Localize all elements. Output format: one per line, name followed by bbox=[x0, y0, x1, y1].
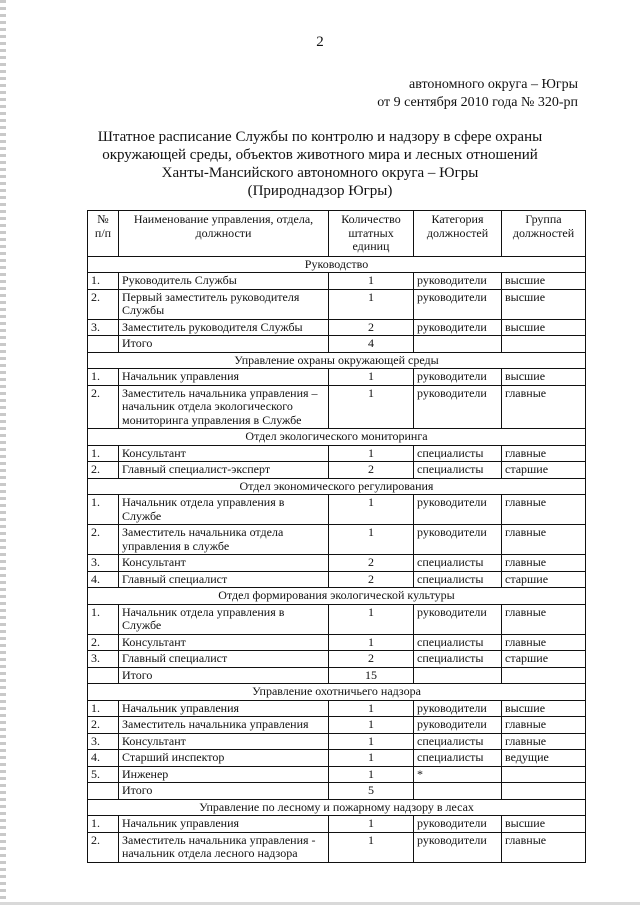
cell-name: Начальник управления bbox=[119, 700, 329, 717]
cell-category: руководители bbox=[414, 832, 502, 862]
section-title: Отдел экономического регулирования bbox=[88, 478, 586, 495]
title-line-4: (Природнадзор Югры) bbox=[247, 183, 393, 199]
section-row bbox=[88, 684, 586, 701]
header-category: Категория должностей bbox=[414, 211, 502, 257]
table-row bbox=[88, 571, 586, 588]
page-number: 2 bbox=[316, 34, 324, 50]
header-num: № п/п bbox=[88, 211, 119, 257]
section-row bbox=[88, 256, 586, 273]
cell-category: руководители bbox=[414, 604, 502, 634]
cell-name: Первый заместитель руководителя Службы bbox=[119, 289, 329, 319]
cell-qty: 2 bbox=[329, 319, 414, 336]
table-row bbox=[88, 717, 586, 734]
cell-qty: 5 bbox=[329, 783, 414, 800]
cell-qty: 1 bbox=[329, 750, 414, 767]
header-qty: Количество штатных единиц bbox=[329, 211, 414, 257]
cell-qty: 1 bbox=[329, 733, 414, 750]
cell-group: главные bbox=[502, 717, 586, 734]
table-row bbox=[88, 319, 586, 336]
cell-num: 3. bbox=[88, 319, 119, 336]
table-row bbox=[88, 700, 586, 717]
document-title bbox=[60, 128, 580, 200]
table-row bbox=[88, 816, 586, 833]
table-row bbox=[88, 783, 586, 800]
cell-num: 1. bbox=[88, 816, 119, 833]
cell-name: Заместитель начальника управления bbox=[119, 717, 329, 734]
cell-num: 2. bbox=[88, 525, 119, 555]
cell-qty: 1 bbox=[329, 604, 414, 634]
cell-category: * bbox=[414, 766, 502, 783]
cell-num: 2. bbox=[88, 634, 119, 651]
cell-category: специалисты bbox=[414, 571, 502, 588]
cell-qty: 1 bbox=[329, 273, 414, 290]
cell-category: специалисты bbox=[414, 445, 502, 462]
cell-num: 4. bbox=[88, 571, 119, 588]
cell-qty: 4 bbox=[329, 336, 414, 353]
cell-num: 2. bbox=[88, 289, 119, 319]
cell-qty: 1 bbox=[329, 717, 414, 734]
cell-qty: 1 bbox=[329, 766, 414, 783]
section-title: Руководство bbox=[88, 256, 586, 273]
cell-group: главные bbox=[502, 604, 586, 634]
cell-name: Итого bbox=[119, 336, 329, 353]
cell-name: Главный специалист-эксперт bbox=[119, 462, 329, 479]
cell-category: специалисты bbox=[414, 733, 502, 750]
cell-category: руководители bbox=[414, 495, 502, 525]
cell-group: старшие bbox=[502, 571, 586, 588]
title-line-3: Ханты-Мансийского автономного округа – Югры bbox=[161, 165, 479, 181]
cell-category: специалисты bbox=[414, 555, 502, 572]
table-row bbox=[88, 651, 586, 668]
cell-category: руководители bbox=[414, 369, 502, 386]
table-row bbox=[88, 555, 586, 572]
cell-qty: 2 bbox=[329, 571, 414, 588]
title-line-1: Штатное расписание Службы по контролю и надзору в сфере охраны bbox=[97, 129, 543, 145]
cell-num bbox=[88, 783, 119, 800]
scan-left-edge bbox=[0, 0, 6, 905]
cell-name: Заместитель начальника отдела управления в службе bbox=[119, 525, 329, 555]
cell-qty: 1 bbox=[329, 289, 414, 319]
table-row bbox=[88, 832, 586, 862]
cell-name: Начальник управления bbox=[119, 369, 329, 386]
cell-group: главные bbox=[502, 733, 586, 750]
cell-group: главные bbox=[502, 832, 586, 862]
cell-num: 4. bbox=[88, 750, 119, 767]
table-row bbox=[88, 525, 586, 555]
cell-num: 2. bbox=[88, 717, 119, 734]
cell-qty: 1 bbox=[329, 700, 414, 717]
cell-num: 1. bbox=[88, 495, 119, 525]
table-row bbox=[88, 336, 586, 353]
cell-group bbox=[502, 766, 586, 783]
cell-name: Руководитель Службы bbox=[119, 273, 329, 290]
cell-qty: 1 bbox=[329, 445, 414, 462]
cell-num: 1. bbox=[88, 445, 119, 462]
cell-category: специалисты bbox=[414, 750, 502, 767]
cell-category bbox=[414, 336, 502, 353]
table-row bbox=[88, 634, 586, 651]
cell-qty: 1 bbox=[329, 525, 414, 555]
table-row bbox=[88, 733, 586, 750]
cell-group: высшие bbox=[502, 319, 586, 336]
document-reference bbox=[377, 76, 578, 112]
cell-group: главные bbox=[502, 525, 586, 555]
cell-category: руководители bbox=[414, 525, 502, 555]
cell-qty: 2 bbox=[329, 462, 414, 479]
cell-group: главные bbox=[502, 445, 586, 462]
section-row bbox=[88, 478, 586, 495]
cell-category bbox=[414, 667, 502, 684]
cell-name: Начальник управления bbox=[119, 816, 329, 833]
cell-qty: 1 bbox=[329, 832, 414, 862]
cell-num bbox=[88, 336, 119, 353]
table-row bbox=[88, 462, 586, 479]
reference-line-1: автономного округа – Югры bbox=[409, 77, 578, 92]
cell-name: Заместитель начальника управления - начальник отдела лесного надзора bbox=[119, 832, 329, 862]
cell-num: 1. bbox=[88, 273, 119, 290]
cell-name: Заместитель руководителя Службы bbox=[119, 319, 329, 336]
cell-category: руководители bbox=[414, 273, 502, 290]
cell-name: Главный специалист bbox=[119, 571, 329, 588]
reference-line-2: от 9 сентября 2010 года № 320-рп bbox=[377, 95, 578, 110]
cell-group: старшие bbox=[502, 651, 586, 668]
cell-group: главные bbox=[502, 555, 586, 572]
cell-qty: 1 bbox=[329, 495, 414, 525]
section-title: Управление по лесному и пожарному надзору в лесах bbox=[88, 799, 586, 816]
cell-num: 5. bbox=[88, 766, 119, 783]
cell-num: 1. bbox=[88, 369, 119, 386]
section-title: Управление охраны окружающей среды bbox=[88, 352, 586, 369]
cell-group: старшие bbox=[502, 462, 586, 479]
cell-category: руководители bbox=[414, 385, 502, 429]
cell-category: руководители bbox=[414, 289, 502, 319]
cell-group: главные bbox=[502, 634, 586, 651]
cell-category bbox=[414, 783, 502, 800]
table-row bbox=[88, 369, 586, 386]
cell-name: Консультант bbox=[119, 445, 329, 462]
staff-table bbox=[87, 210, 586, 863]
cell-name: Консультант bbox=[119, 555, 329, 572]
cell-num: 2. bbox=[88, 462, 119, 479]
section-row bbox=[88, 429, 586, 446]
header-group: Группа должностей bbox=[502, 211, 586, 257]
section-title: Отдел формирования экологической культуры bbox=[88, 588, 586, 605]
cell-group: ведущие bbox=[502, 750, 586, 767]
cell-name: Итого bbox=[119, 783, 329, 800]
cell-num: 2. bbox=[88, 385, 119, 429]
cell-num: 3. bbox=[88, 651, 119, 668]
section-row bbox=[88, 799, 586, 816]
cell-num: 1. bbox=[88, 604, 119, 634]
cell-group: главные bbox=[502, 385, 586, 429]
cell-num: 3. bbox=[88, 555, 119, 572]
cell-category: специалисты bbox=[414, 651, 502, 668]
cell-category: специалисты bbox=[414, 634, 502, 651]
cell-num: 3. bbox=[88, 733, 119, 750]
cell-num: 2. bbox=[88, 832, 119, 862]
cell-group: высшие bbox=[502, 369, 586, 386]
table-row bbox=[88, 667, 586, 684]
cell-qty: 1 bbox=[329, 385, 414, 429]
cell-name: Начальник отдела управления в Службе bbox=[119, 604, 329, 634]
cell-qty: 1 bbox=[329, 634, 414, 651]
table-row bbox=[88, 766, 586, 783]
table-row bbox=[88, 289, 586, 319]
cell-name: Консультант bbox=[119, 733, 329, 750]
table-row bbox=[88, 604, 586, 634]
cell-qty: 2 bbox=[329, 555, 414, 572]
cell-group bbox=[502, 336, 586, 353]
table-row bbox=[88, 445, 586, 462]
cell-qty: 1 bbox=[329, 369, 414, 386]
cell-name: Главный специалист bbox=[119, 651, 329, 668]
cell-name: Начальник отдела управления в Службе bbox=[119, 495, 329, 525]
cell-qty: 15 bbox=[329, 667, 414, 684]
section-title: Отдел экологического мониторинга bbox=[88, 429, 586, 446]
cell-group: высшие bbox=[502, 816, 586, 833]
cell-category: специалисты bbox=[414, 462, 502, 479]
section-row bbox=[88, 588, 586, 605]
table-row bbox=[88, 750, 586, 767]
cell-group: главные bbox=[502, 495, 586, 525]
cell-category: руководители bbox=[414, 700, 502, 717]
cell-name: Консультант bbox=[119, 634, 329, 651]
cell-qty: 1 bbox=[329, 816, 414, 833]
cell-name: Старший инспектор bbox=[119, 750, 329, 767]
cell-category: руководители bbox=[414, 816, 502, 833]
header-name: Наименование управления, отдела, должности bbox=[119, 211, 329, 257]
cell-group: высшие bbox=[502, 289, 586, 319]
cell-group: высшие bbox=[502, 273, 586, 290]
cell-qty: 2 bbox=[329, 651, 414, 668]
cell-num bbox=[88, 667, 119, 684]
cell-category: руководители bbox=[414, 319, 502, 336]
cell-name: Инженер bbox=[119, 766, 329, 783]
table-row bbox=[88, 273, 586, 290]
cell-name: Итого bbox=[119, 667, 329, 684]
cell-name: Заместитель начальника управления – начальник отдела экологического мониторинга управления в Службе bbox=[119, 385, 329, 429]
table-row bbox=[88, 385, 586, 429]
table-header-row bbox=[88, 211, 586, 257]
section-row bbox=[88, 352, 586, 369]
table-body bbox=[88, 256, 586, 862]
cell-group bbox=[502, 783, 586, 800]
cell-group: высшие bbox=[502, 700, 586, 717]
cell-num: 1. bbox=[88, 700, 119, 717]
cell-category: руководители bbox=[414, 717, 502, 734]
section-title: Управление охотничьего надзора bbox=[88, 684, 586, 701]
cell-group bbox=[502, 667, 586, 684]
title-line-2: окружающей среды, объектов животного мира и лесных отношений bbox=[102, 147, 538, 163]
table-row bbox=[88, 495, 586, 525]
